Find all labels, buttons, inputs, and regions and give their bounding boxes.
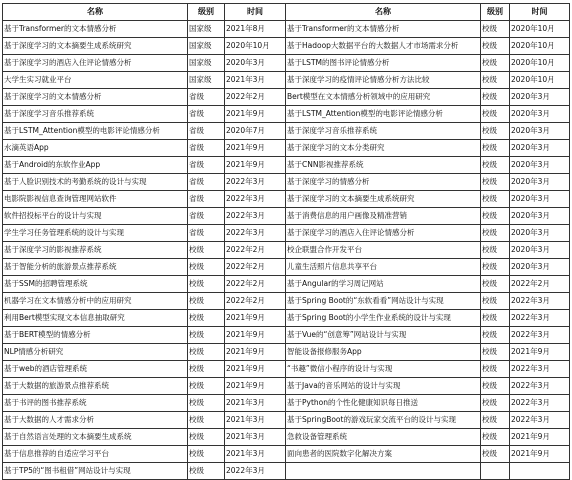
project-name-left: 基于人脸识别技术的考勤系统的设计与实现	[3, 174, 188, 191]
project-name-left: 基于TP5的“图书租借”网站设计与实现	[3, 463, 188, 480]
project-level-left: 校级	[188, 429, 225, 446]
project-level-left: 校级	[188, 276, 225, 293]
project-level-left: 校级	[188, 395, 225, 412]
project-name-right: Bert模型在文本情感分析领域中的应用研究	[286, 89, 481, 106]
project-time-left: 2022年3月	[225, 174, 286, 191]
project-name-left: 基于深度学习的酒店入住评论情感分析	[3, 55, 188, 72]
project-name-right: 基于深度学习的文本摘要生成系统研究	[286, 191, 481, 208]
project-name-left: 学生学习任务管理系统的设计与实现	[3, 225, 188, 242]
project-level-right: 校级	[481, 55, 510, 72]
project-level-left: 校级	[188, 242, 225, 259]
project-level-right: 校级	[481, 344, 510, 361]
project-time-right: 2020年10月	[510, 38, 570, 55]
project-time-right: 2021年9月	[510, 344, 570, 361]
header-time-right: 时间	[510, 4, 570, 21]
table-row	[3, 89, 570, 106]
project-level-left: 国家级	[188, 72, 225, 89]
project-time-left: 2022年2月	[225, 242, 286, 259]
table-row	[3, 344, 570, 361]
table-row	[3, 429, 570, 446]
project-level-left: 校级	[188, 378, 225, 395]
project-level-right: 校级	[481, 106, 510, 123]
project-time-right: 2022年3月	[510, 327, 570, 344]
project-time-left: 2021年9月	[225, 140, 286, 157]
project-level-right: 校级	[481, 310, 510, 327]
project-level-right: 校级	[481, 38, 510, 55]
project-name-right: 基于Transformer的文本情感分析	[286, 21, 481, 38]
project-name-left: 基于LSTM_Attention模型的电影评论情感分析	[3, 123, 188, 140]
project-name-left: 基于深度学习的文本情感分析	[3, 89, 188, 106]
table-row	[3, 378, 570, 395]
project-time-left: 2020年3月	[225, 55, 286, 72]
project-level-right: 校级	[481, 208, 510, 225]
project-level-left: 校级	[188, 310, 225, 327]
table-row	[3, 72, 570, 89]
project-level-right: 校级	[481, 72, 510, 89]
project-time-left: 2020年10月	[225, 38, 286, 55]
project-name-right: “书趣”微信小程序的设计与实现	[286, 361, 481, 378]
project-name-left: 利用Bert模型实现文本信息抽取研究	[3, 310, 188, 327]
project-time-right: 2021年9月	[510, 446, 570, 463]
project-time-right: 2020年3月	[510, 174, 570, 191]
project-level-left: 省级	[188, 157, 225, 174]
project-time-right: 2020年3月	[510, 89, 570, 106]
table-row	[3, 38, 570, 55]
table-row	[3, 293, 570, 310]
table-row	[3, 276, 570, 293]
project-time-right: 2020年3月	[510, 123, 570, 140]
project-name-right: 基于深度学习的酒店入住评论情感分析	[286, 225, 481, 242]
header-level-right: 级别	[481, 4, 510, 21]
project-level-right: 校级	[481, 259, 510, 276]
project-level-left: 校级	[188, 412, 225, 429]
project-time-left: 2021年3月	[225, 72, 286, 89]
project-time-left: 2022年3月	[225, 463, 286, 480]
project-time-right: 2022年2月	[510, 276, 570, 293]
table-row	[3, 361, 570, 378]
project-time-left: 2021年9月	[225, 310, 286, 327]
project-time-left: 2021年9月	[225, 106, 286, 123]
project-time-right: 2020年3月	[510, 259, 570, 276]
table-row	[3, 123, 570, 140]
project-name-left: 基于深度学习音乐推荐系统	[3, 106, 188, 123]
project-name-left: 软件招投标平台的设计与实现	[3, 208, 188, 225]
project-name-right: 儿童生活照片信息共享平台	[286, 259, 481, 276]
project-level-left: 国家级	[188, 55, 225, 72]
table-row	[3, 174, 570, 191]
project-time-right: 2022年3月	[510, 412, 570, 429]
project-name-right: 智能设备报修服务App	[286, 344, 481, 361]
project-name-left: 电影院影视信息查询管理网站软件	[3, 191, 188, 208]
project-time-right: 2020年10月	[510, 55, 570, 72]
project-name-right: 基于CNN影视推荐系统	[286, 157, 481, 174]
project-level-left: 省级	[188, 225, 225, 242]
header-name-right: 名称	[286, 4, 481, 21]
project-time-right: 2022年3月	[510, 395, 570, 412]
project-level-left: 国家级	[188, 21, 225, 38]
project-name-left: 基于深度学习的文本摘要生成系统研究	[3, 38, 188, 55]
project-level-right: 校级	[481, 395, 510, 412]
project-level-right: 校级	[481, 429, 510, 446]
project-name-left: 基于Android的东软作业App	[3, 157, 188, 174]
project-level-left: 省级	[188, 140, 225, 157]
project-name-right: 基于深度学习的疫情评论情感分析方法比较	[286, 72, 481, 89]
table-row	[3, 140, 570, 157]
project-name-right: 面向患者的医院数字化解决方案	[286, 446, 481, 463]
project-name-right: 基于Java的音乐网站的设计与实现	[286, 378, 481, 395]
project-name-right: 基于深度学习的文本分类研究	[286, 140, 481, 157]
project-time-left: 2021年9月	[225, 361, 286, 378]
project-name-left: NLP情感分析研究	[3, 344, 188, 361]
project-name-right: 急救设备管理系统	[286, 429, 481, 446]
project-level-left: 国家级	[188, 38, 225, 55]
table-row	[3, 55, 570, 72]
header-name-left: 名称	[3, 4, 188, 21]
table-row	[3, 242, 570, 259]
project-name-left: 基于信息推荐的自适应学习平台	[3, 446, 188, 463]
table-row	[3, 327, 570, 344]
project-level-right: 校级	[481, 123, 510, 140]
project-level-right: 校级	[481, 378, 510, 395]
project-level-left: 校级	[188, 446, 225, 463]
project-name-right: 基于LSTM_Attention模型的电影评论情感分析	[286, 106, 481, 123]
table-row	[3, 21, 570, 38]
project-level-left: 校级	[188, 259, 225, 276]
project-name-left: 基于BERT模型的情感分析	[3, 327, 188, 344]
project-level-right: 校级	[481, 174, 510, 191]
project-time-left: 2021年3月	[225, 395, 286, 412]
project-time-right: 2020年3月	[510, 242, 570, 259]
project-time-left: 2022年2月	[225, 89, 286, 106]
project-name-right: 基于Vue的“创意筹”网站设计与实现	[286, 327, 481, 344]
project-time-left: 2022年2月	[225, 293, 286, 310]
project-level-right: 校级	[481, 157, 510, 174]
header-level-left: 级别	[188, 4, 225, 21]
project-name-left: 基于大数据的旅游景点推荐系统	[3, 378, 188, 395]
project-level-left: 校级	[188, 344, 225, 361]
project-level-left: 省级	[188, 174, 225, 191]
table-row	[3, 463, 570, 480]
project-level-right: 校级	[481, 191, 510, 208]
project-time-right: 2022年3月	[510, 293, 570, 310]
table-row	[3, 106, 570, 123]
project-level-right: 校级	[481, 276, 510, 293]
header-time-left: 时间	[225, 4, 286, 21]
project-level-left: 校级	[188, 463, 225, 480]
project-level-right: 校级	[481, 293, 510, 310]
project-time-right: 2020年3月	[510, 225, 570, 242]
project-name-right: 基于深度学习音乐推荐系统	[286, 123, 481, 140]
project-time-left: 2021年9月	[225, 327, 286, 344]
project-level-right	[481, 463, 510, 480]
table-row	[3, 412, 570, 429]
project-time-left: 2021年9月	[225, 344, 286, 361]
project-time-right: 2022年3月	[510, 310, 570, 327]
project-name-right: 基于Python的个性化健康知识每日推送	[286, 395, 481, 412]
table-row	[3, 446, 570, 463]
table-row	[3, 157, 570, 174]
project-level-left: 省级	[188, 208, 225, 225]
project-level-right: 校级	[481, 140, 510, 157]
project-level-right: 校级	[481, 446, 510, 463]
table-row	[3, 310, 570, 327]
project-time-left: 2021年3月	[225, 446, 286, 463]
project-time-left: 2020年7月	[225, 123, 286, 140]
project-name-left: 大学生实习就业平台	[3, 72, 188, 89]
project-name-left: 基于智能分析的旅游景点推荐系统	[3, 259, 188, 276]
table-row	[3, 191, 570, 208]
project-time-right: 2020年3月	[510, 208, 570, 225]
project-name-left: 基于大数据的人才需求分析	[3, 412, 188, 429]
project-time-left: 2022年3月	[225, 225, 286, 242]
project-level-right: 校级	[481, 327, 510, 344]
table-row	[3, 208, 570, 225]
project-name-right: 基于消费信息的用户画像及精准营销	[286, 208, 481, 225]
header-row	[3, 4, 570, 21]
project-time-right: 2020年10月	[510, 21, 570, 38]
project-time-left: 2022年3月	[225, 208, 286, 225]
project-time-left: 2021年3月	[225, 429, 286, 446]
project-level-left: 省级	[188, 89, 225, 106]
project-level-right: 校级	[481, 361, 510, 378]
project-level-right: 校级	[481, 21, 510, 38]
project-time-left: 2021年9月	[225, 378, 286, 395]
project-level-left: 校级	[188, 361, 225, 378]
project-level-left: 省级	[188, 106, 225, 123]
project-level-right: 校级	[481, 225, 510, 242]
project-level-right: 校级	[481, 242, 510, 259]
project-name-right: 基于Hadoop大数据平台的大数据人才市场需求分析	[286, 38, 481, 55]
project-name-right: 校企联盟合作开发平台	[286, 242, 481, 259]
project-name-right: 基于Spring Boot的“东软看看”网站设计与实现	[286, 293, 481, 310]
project-time-left: 2022年2月	[225, 259, 286, 276]
project-level-left: 省级	[188, 123, 225, 140]
project-level-right: 校级	[481, 412, 510, 429]
project-time-right: 2020年10月	[510, 72, 570, 89]
project-name-left: 基于深度学习的影视推荐系统	[3, 242, 188, 259]
project-time-right	[510, 463, 570, 480]
project-time-left: 2021年3月	[225, 412, 286, 429]
project-time-right: 2020年3月	[510, 157, 570, 174]
project-level-left: 校级	[188, 293, 225, 310]
project-level-left: 省级	[188, 191, 225, 208]
project-name-right: 基于SpringBoot的游戏玩家交流平台的设计与实现	[286, 412, 481, 429]
project-name-right	[286, 463, 481, 480]
project-name-right: 基于Angular的学习周记网站	[286, 276, 481, 293]
project-time-right: 2020年3月	[510, 191, 570, 208]
project-name-left: 水滴英语App	[3, 140, 188, 157]
table-row	[3, 395, 570, 412]
project-level-left: 校级	[188, 327, 225, 344]
table-row	[3, 259, 570, 276]
project-time-left: 2022年2月	[225, 276, 286, 293]
project-name-right: 基于Spring Boot的小学生作业系统的设计与实现	[286, 310, 481, 327]
project-name-left: 机器学习在文本情感分析中的应用研究	[3, 293, 188, 310]
project-name-right: 基于深度学习的情感分析	[286, 174, 481, 191]
project-name-left: 基于自然语言处理的文本摘要生成系统	[3, 429, 188, 446]
project-time-left: 2021年9月	[225, 157, 286, 174]
project-name-left: 基于SSM的招聘管理系统	[3, 276, 188, 293]
project-name-left: 基于书评的图书推荐系统	[3, 395, 188, 412]
project-time-left: 2021年8月	[225, 21, 286, 38]
table-row	[3, 225, 570, 242]
project-time-right: 2020年3月	[510, 140, 570, 157]
project-level-right: 校级	[481, 89, 510, 106]
project-time-right: 2022年3月	[510, 378, 570, 395]
project-name-right: 基于LSTM的图书评论情感分析	[286, 55, 481, 72]
project-time-left: 2022年3月	[225, 191, 286, 208]
project-name-left: 基于Transformer的文本情感分析	[3, 21, 188, 38]
projects-table	[2, 3, 570, 480]
project-name-left: 基于web的酒店管理系统	[3, 361, 188, 378]
project-time-right: 2022年3月	[510, 361, 570, 378]
project-time-right: 2020年3月	[510, 106, 570, 123]
project-time-right: 2021年9月	[510, 429, 570, 446]
